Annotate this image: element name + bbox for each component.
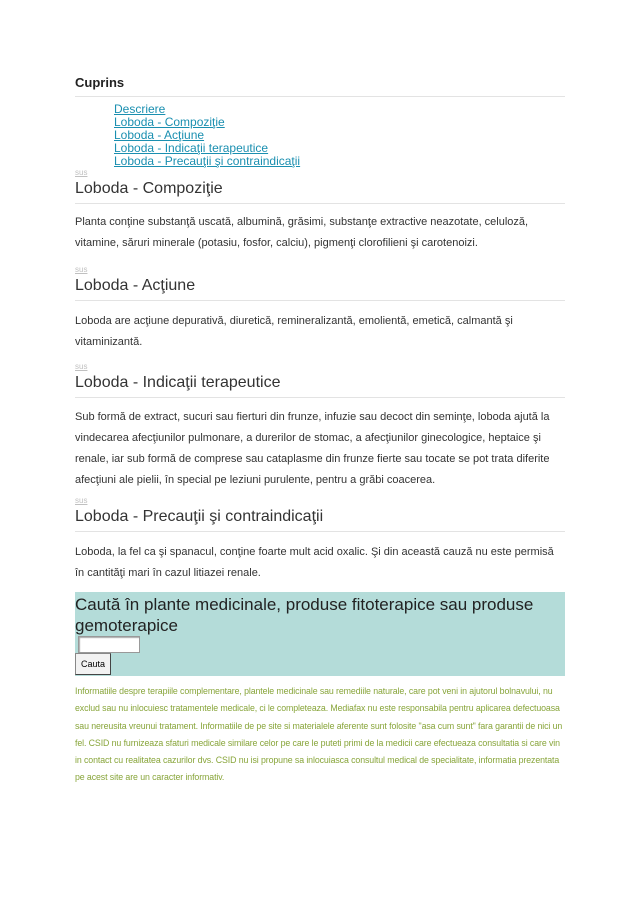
search-panel <box>75 592 565 676</box>
section-text-precautii: Loboda, la fel ca şi spanacul, conţine foarte mult acid oxalic. Şi din această cauză nu este permisă în cantităţi mari în cazul litiazei renale. <box>75 546 554 579</box>
divider <box>75 531 565 532</box>
toc-link-compozitie[interactable]: Loboda - Compoziţie <box>114 115 225 129</box>
search-button[interactable]: Cauta <box>75 653 111 675</box>
section-text-compozitie: Planta conţine substanţă uscată, albumină, grăsimi, substanţe extractive neazotate, celuloză, vitamine, săruri minerale (potasiu, fosfor, calciu), pigmenţi clorofilieni şi carotenoizi. <box>75 216 529 249</box>
divider <box>75 96 565 97</box>
divider <box>75 397 565 398</box>
divider <box>75 203 565 204</box>
section-text-indicatii: Sub formă de extract, sucuri sau fierturi din frunze, infuzie sau decoct din seminţe, loboda ajută la vindecarea afecţiunilor pulmonare, a durerilor de stomac, a afecţiunilor ginecologice, heptaice şi renale, iar sub formă de comprese sau cataplasme din frunze fierte sau tocate se pot trata diferite afecţiuni ale pielii, în special pe leziuni purulente, pentru a grăbi coacerea. <box>75 411 550 486</box>
toc-link-indicatii[interactable]: Loboda - Indicaţii terapeutice <box>114 141 269 155</box>
toc-link-precautii[interactable]: Loboda - Precauţii şi contraindicaţii <box>114 154 301 168</box>
section-text-actiune: Loboda are acţiune depurativă, diuretică, remineralizantă, emolientă, emetică, calmantă şi vitaminizantă. <box>75 315 513 348</box>
back-to-top-link[interactable]: sus <box>75 362 88 371</box>
divider <box>75 300 565 301</box>
back-to-top-link[interactable]: sus <box>75 496 88 505</box>
section-heading-precautii: Loboda - Precauţii şi contraindicaţii <box>75 508 324 525</box>
section-heading-compozitie: Loboda - Compoziţie <box>75 180 223 197</box>
toc-link-actiune[interactable]: Loboda - Acţiune <box>114 128 205 142</box>
toc-title: Cuprins <box>75 75 125 90</box>
search-input[interactable] <box>78 636 140 653</box>
table-of-contents <box>114 103 300 168</box>
disclaimer-text: Informatiile despre terapiile complementare, plantele medicinale sau remediile naturale, care pot veni in ajutorul bolnavului, nu exclud sau nu inlocuiesc tratamentele medicale, ci le completeaza. Mediafax nu este responsabila pentru aplicarea defectuoasa sau nereusita vreunui tratament. Informatiile de pe site si materialele aferente sunt folosite "asa cum sunt" fara garantii de nici un fel. CSID nu furnizeaza sfaturi medicale similare celor pe care le puteti primi de la medicii care efectueaza consultatia si care vin in contact cu realitatea cazurilor dvs. CSID nu isi propune sa inlocuiasca consultul medical de specialitate, informatia prezentata pe acest site are un caracter informativ. <box>75 686 563 783</box>
section-heading-indicatii: Loboda - Indicaţii terapeutice <box>75 374 281 391</box>
section-heading-actiune: Loboda - Acţiune <box>75 277 196 294</box>
search-title: Caută în plante medicinale, produse fitoterapice sau produse gemoterapice <box>75 595 534 635</box>
toc-link-descriere[interactable]: Descriere <box>114 102 166 116</box>
back-to-top-link[interactable]: sus <box>75 265 88 274</box>
back-to-top-link[interactable]: sus <box>75 168 88 177</box>
